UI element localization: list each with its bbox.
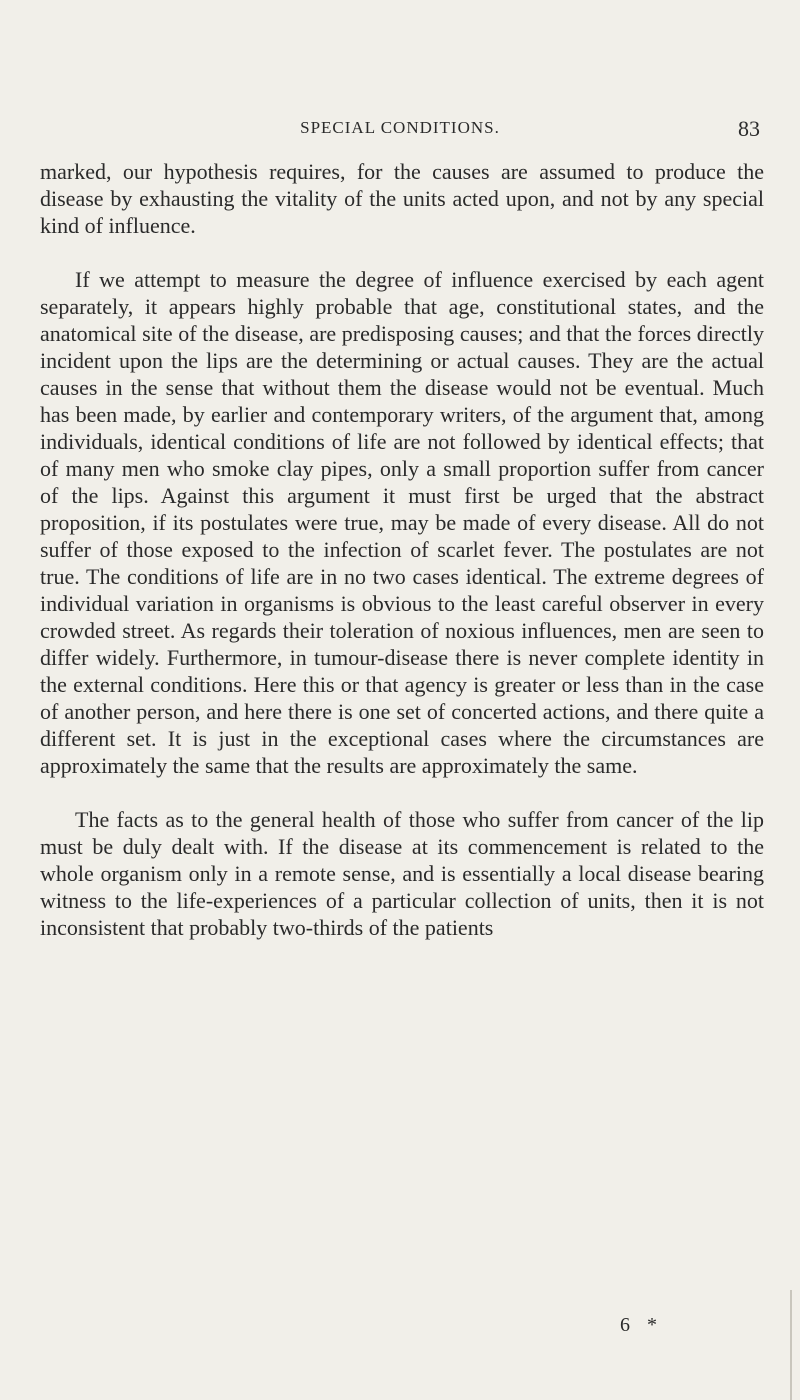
paragraph: The facts as to the general health of those who suffer from cancer of the lip must be duly dealt with. If the disease at its commencement is related to the whole organism only in a remote sense, and is essentially a local disease bearing witness to the life-experiences of a particular collection of units, then it is not inconsistent that probably two-thirds of the patients — [40, 807, 764, 940]
body-text — [40, 158, 764, 941]
page-header — [40, 116, 760, 144]
signature-mark: 6 * — [620, 1314, 663, 1336]
paragraph: If we attempt to measure the degree of influence exercised by each agent separately, it appears highly probable that age, constitutional states, and the anatomical site of the disease, are predisposing causes; and that the forces directly incident upon the lips are the determining or actual causes. They are the actual causes in the sense that without them the disease would not be eventual. Much has been made, by earlier and contemporary writers, of the argument that, among individuals, identical conditions of life are not followed by identical effects; that of many men who smoke clay pipes, only a small proportion suffer from cancer of the lips. Against this argument it must first be urged that the abstract proposition, if its postulates were true, may be made of every disease. All do not suffer of those exposed to the infection of scarlet fever. The postulates are not true. The conditions of life are in no two cases identical. The extreme degrees of individual variation in organisms is obvious to the least careful observer in every crowded street. As regards their toleration of noxious influences, men are seen to differ widely. Furthermore, in tumour-disease there is never complete identity in the external conditions. Here this or that agency is greater or less than in the case of another person, and here there is one set of concerted actions, and there quite a different set. It is just in the exceptional cases where the circumstances are approximately the same that the results are approximately the same. — [40, 267, 764, 778]
paragraph: marked, our hypothesis requires, for the causes are assumed to produce the disease by exhausting the vitality of the units acted upon, and not by any special kind of influence. — [40, 159, 764, 238]
running-head: SPECIAL CONDITIONS. — [300, 118, 500, 137]
page-edge-shadow — [790, 1290, 792, 1400]
page-number: 83 — [738, 116, 760, 141]
